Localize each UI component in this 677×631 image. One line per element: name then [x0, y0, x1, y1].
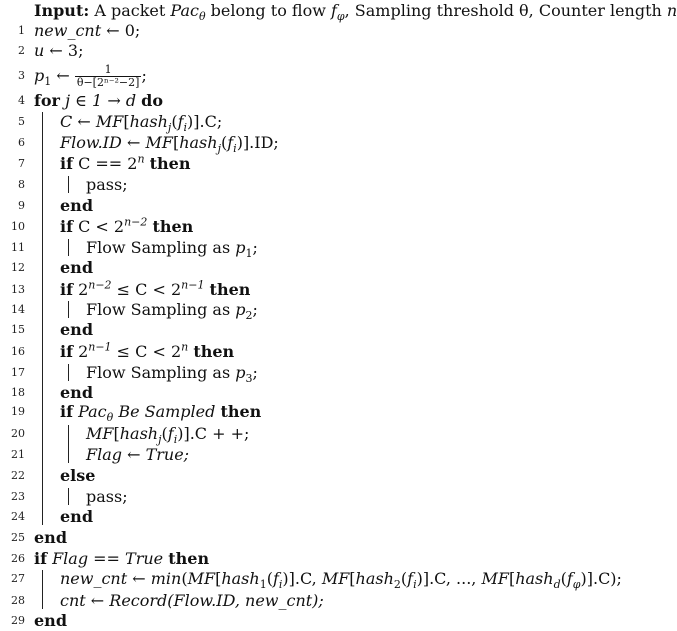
line-17: Flow Sampling as $p_3$;: [86, 363, 258, 386]
line-15: end: [60, 320, 93, 339]
line-number: 17: [11, 366, 25, 379]
input-label: Input:: [34, 1, 90, 20]
input-text-1: A packet: [94, 1, 166, 20]
line-number: 7: [18, 157, 25, 170]
line-number: 21: [11, 448, 25, 461]
line-number: 10: [11, 220, 25, 233]
line-number: 11: [11, 241, 25, 254]
line-6: Flow.ID ← $MF[hash_j(f_i)].ID$;: [60, 133, 279, 156]
input-flow: $f_\varphi$: [331, 1, 345, 24]
if-block-bar-19: [68, 425, 69, 463]
line-1: new_cnt ← 0;: [34, 21, 141, 40]
line-11: Flow Sampling as $p_1$;: [86, 238, 258, 261]
else-block-bar: [68, 488, 69, 505]
input-n: n: [666, 1, 677, 20]
line-28: cnt ← Record(Flow.ID, new_cnt);: [60, 591, 324, 610]
line-number: 14: [11, 303, 25, 316]
line-number: 23: [11, 490, 25, 503]
line-8: pass;: [86, 175, 128, 194]
line-number: 2: [18, 44, 25, 57]
flag-block-bar: [42, 570, 43, 609]
line-24: end: [60, 507, 93, 526]
line-number: 19: [11, 405, 25, 418]
line-21: Flag ← True;: [86, 445, 190, 464]
line-number: 1: [18, 24, 25, 37]
line-23: pass;: [86, 487, 128, 506]
line-27: new_cnt ← $\min(MF[hash_1(f_i)].C$, $MF[hash_2(f_i)].C$, ..., $MF[hash_d(f_\varphi)].C$);: [60, 569, 622, 592]
line-number: 20: [11, 427, 25, 440]
line-number: 29: [11, 614, 25, 627]
line-number: 5: [18, 115, 25, 128]
line-3: $p_1$ ← $\frac{1}{\text{θ−[2ⁿ⁻²−2]}}$ ;: [34, 63, 147, 89]
line-4: for j ∈ 1 → d do: [34, 91, 164, 110]
line-14: Flow Sampling as $p_2$;: [86, 300, 258, 323]
line-29: end: [34, 611, 67, 630]
line-number: 6: [18, 136, 25, 149]
line-number: 26: [11, 552, 25, 565]
input-pac: Pac$_\theta$: [170, 1, 206, 24]
line-2: u ← 3;: [34, 41, 84, 60]
if-block-bar-13: [68, 301, 69, 318]
line-18: end: [60, 383, 93, 402]
line-number: 9: [18, 199, 25, 212]
line-9: end: [60, 196, 93, 215]
for-block-bar: [42, 112, 43, 525]
line-number: 22: [11, 469, 25, 482]
line-number: 25: [11, 531, 25, 544]
fraction: $\frac{1}{\text{θ−[2ⁿ⁻²−2]}}$: [76, 63, 140, 89]
line-13: if $2^{n-2} \le C < 2^{n-1}$ then: [60, 278, 251, 299]
line-number: 13: [11, 283, 25, 296]
input-text-2: belong to flow: [205, 1, 331, 20]
input-line: [34, 1, 677, 24]
line-number: 28: [11, 594, 25, 607]
line-number: 3: [18, 69, 25, 82]
line-number: 18: [11, 386, 25, 399]
line-19: if Pac$_\theta$ Be Sampled then: [60, 402, 262, 425]
if-block-bar-7: [68, 176, 69, 193]
line-22: else: [60, 466, 96, 485]
line-number: 24: [11, 510, 25, 523]
if-block-bar-10: [68, 239, 69, 256]
line-7: if $C == 2^n$ then: [60, 152, 191, 173]
line-25: end: [34, 528, 67, 547]
line-12: end: [60, 258, 93, 277]
input-text-3: , Sampling threshold θ, Counter length: [344, 1, 667, 20]
if-block-bar-16: [68, 364, 69, 381]
line-16: if $2^{n-1} \le C < 2^n$ then: [60, 340, 235, 361]
line-20: $MF[hash_j(f_i)].C$ + +;: [86, 424, 250, 447]
line-number: 15: [11, 323, 25, 336]
line-number: 8: [18, 178, 25, 191]
line-number: 16: [11, 345, 25, 358]
line-26: if Flag == True then: [34, 549, 210, 568]
line-5: C ← $MF[hash_j(f_i)].C$;: [60, 112, 223, 135]
line-number: 4: [18, 94, 25, 107]
line-10: if $C < 2^{n-2}$ then: [60, 215, 194, 236]
line-number: 27: [11, 572, 25, 585]
line-number: 12: [11, 261, 25, 274]
